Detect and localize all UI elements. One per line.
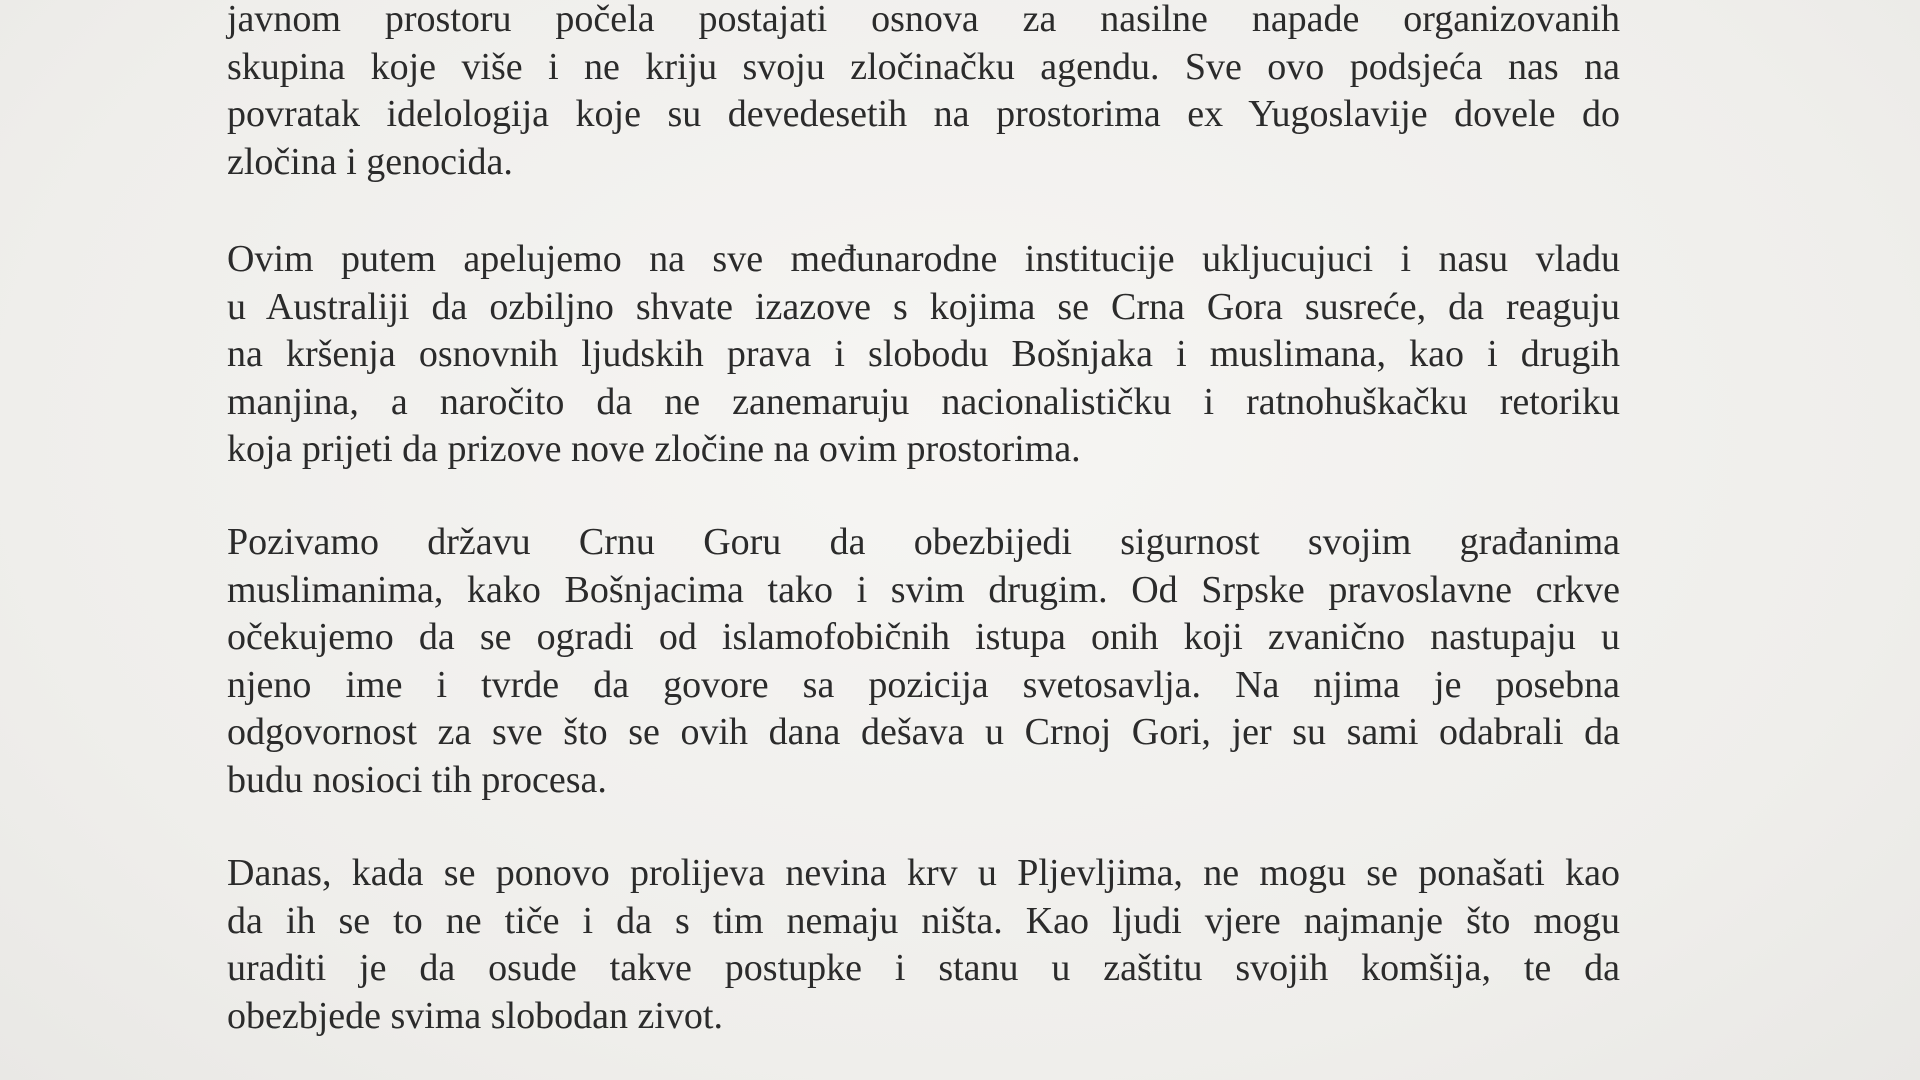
paragraph-line: javnom prostoru počela postajati osnova za nasilne napade organizovanih [227,0,1620,40]
paragraph-line: obezbjede svima slobodan zivot. [227,994,723,1037]
paragraph-line: uraditi je da osude takve postupke i stanu u zaštitu svojih komšija, te da [227,947,1620,989]
paragraph-line: povratak idelologija koje su devedesetih na prostorima ex Yugoslavije dovele do [227,93,1620,135]
paragraph-2 [227,236,1620,474]
paragraph-4 [227,850,1620,1040]
paragraph-line: manjina, a naročito da ne zanemaruju nacionalističku i ratnohuškačku retoriku [227,380,1620,423]
paragraph-1 [227,0,1620,186]
paragraph-line: očekujemo da se ogradi od islamofobičnih istupa onih koji zvanično nastupaju u [227,616,1620,658]
paragraph-line: u Australiji da ozbiljno shvate izazove s kojima se Crna Gora susreće, da reaguju [227,285,1620,328]
paragraph-3 [227,519,1620,804]
paragraph-line: budu nosioci tih procesa. [227,758,607,801]
paragraph-line: Ovim putem apelujemo na sve međunarodne institucije ukljucujuci i nasu vladu [227,238,1620,280]
paragraph-line: muslimanima, kako Bošnjacima tako i svim drugim. Od Srpske pravoslavne crkve [227,568,1620,611]
paragraph-line: zločina i genocida. [227,140,513,183]
paragraph-line: skupina koje više i ne kriju svoju zločinačku agendu. Sve ovo podsjeća nas na [227,45,1620,88]
paragraph-line: njeno ime i tvrde da govore sa pozicija svetosavlja. Na njima je posebna [227,663,1620,706]
paragraph-line: na kršenja osnovnih ljudskih prava i slobodu Bošnjaka i muslimana, kao i drugih [227,333,1620,375]
paragraph-line: Danas, kada se ponovo prolijeva nevina krv u Pljevljima, ne mogu se ponašati kao [227,852,1620,894]
paragraph-line: Pozivamo državu Crnu Goru da obezbijedi sigurnost svojim građanima [227,521,1620,563]
paragraph-line: odgovornost za sve što se ovih dana dešava u Crnoj Gori, jer su sami odabrali da [227,711,1620,753]
paragraph-line: da ih se to ne tiče i da s tim nemaju ništa. Kao ljudi vjere najmanje što mogu [227,899,1620,942]
paragraph-line: koja prijeti da prizove nove zločine na ovim prostorima. [227,428,1081,470]
